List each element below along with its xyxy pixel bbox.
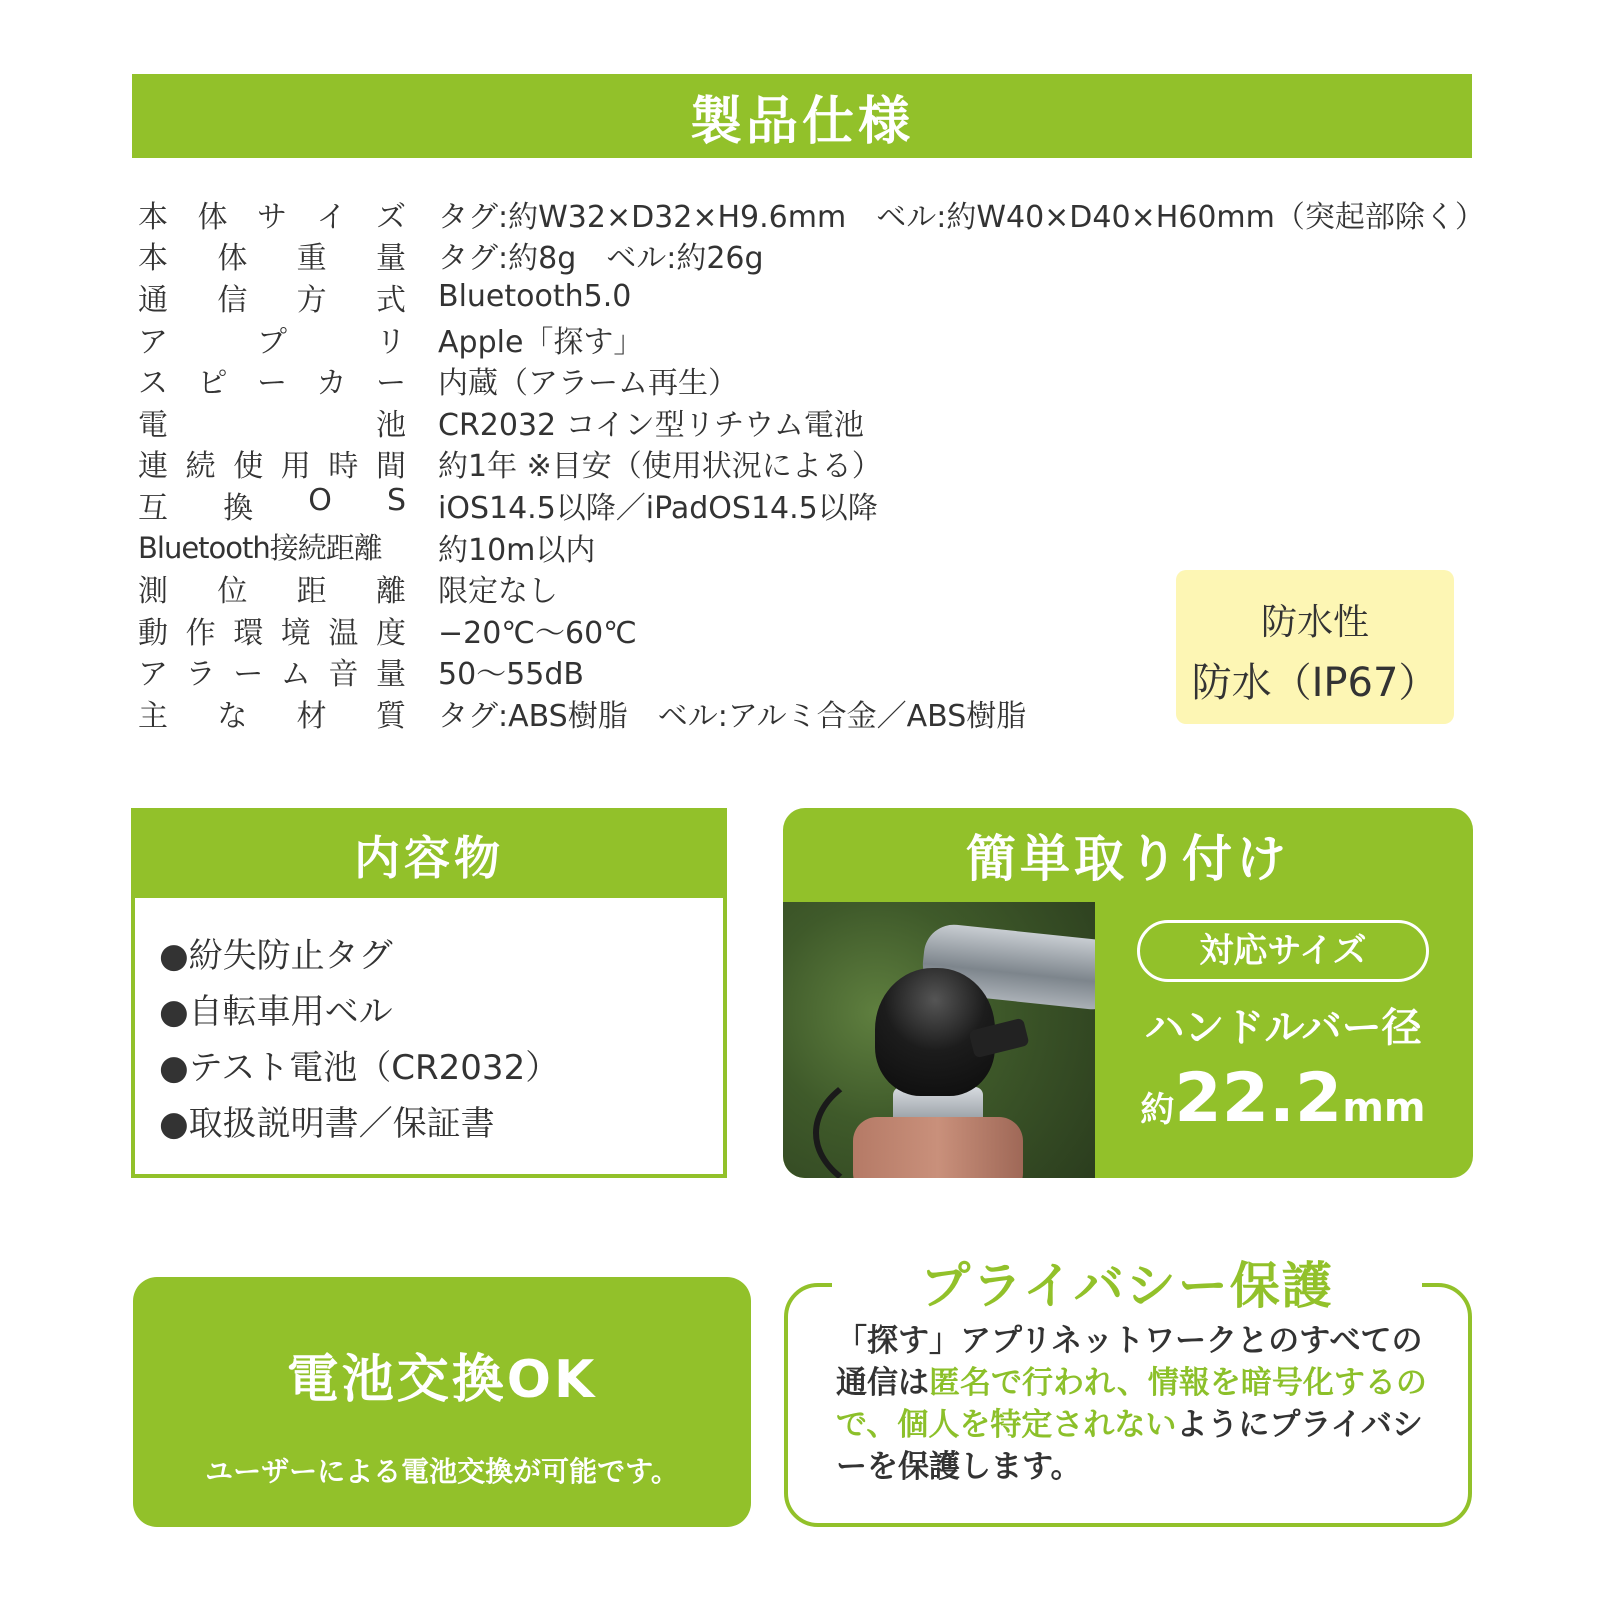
spec-label: ス ピ ー カ ー (138, 366, 406, 402)
spec-label: 測 位 距 離 (138, 574, 406, 610)
spec-row (138, 193, 1485, 235)
spec-label: 本 体 サ イ ズ (138, 199, 406, 235)
spec-label: Bluetooth接続距離 (138, 531, 382, 566)
spec-value: タグ:約W32×D32×H9.6mm ベル:約W40×D40×H60mm（突起部除く） (438, 199, 1485, 235)
spec-row (138, 526, 1485, 568)
battery-title: 電池交換OK (286, 1350, 598, 1410)
contents-panel (131, 808, 727, 1178)
privacy-text-2: ようにプライバシーを保護します。 (836, 1407, 1423, 1485)
spec-value: CR2032 コイン型リチウム電池 (438, 407, 864, 443)
size-value (1113, 1059, 1453, 1138)
privacy-text (836, 1320, 1436, 1488)
spec-label: 通 信 方 式 (138, 282, 406, 318)
waterproof-badge (1176, 570, 1454, 724)
spec-row (138, 484, 1485, 526)
spec-value: iOS14.5以降／iPadOS14.5以降 (438, 490, 878, 526)
privacy-text-1: 「探す」アプリネットワークとのすべての通信は (836, 1323, 1423, 1401)
spec-row (138, 359, 1485, 401)
list-item: ●テスト電池（CR2032） (159, 1048, 560, 1088)
spec-value: タグ:ABS樹脂 ベル:アルミ合金／ABS樹脂 (438, 698, 1027, 734)
spec-label: 主 な 材 質 (138, 698, 406, 734)
spec-row (138, 276, 1485, 318)
bicycle-bell-photo (783, 902, 1095, 1178)
spec-label: 電 池 (138, 407, 406, 443)
spec-row (138, 235, 1485, 277)
mount-panel (783, 808, 1473, 1178)
list-item: ●自転車用ベル (159, 992, 393, 1032)
spec-value: 50〜55dB (438, 657, 584, 693)
waterproof-value: 防水（IP67） (1191, 660, 1439, 706)
spec-value: 限定なし (438, 574, 558, 610)
list-item: ●紛失防止タグ (159, 936, 393, 976)
spec-row (138, 318, 1485, 360)
mount-header: 簡単取り付け (966, 830, 1290, 888)
size-prefix: 約 (1140, 1090, 1175, 1130)
size-label: ハンドルバー径 (1144, 1005, 1422, 1051)
spec-value: Apple「探す」 (438, 324, 644, 360)
waterproof-label: 防水性 (1260, 602, 1369, 643)
privacy-title: プライバシー保護 (832, 1246, 1422, 1318)
spec-value: 内蔵（アラーム再生） (438, 366, 738, 402)
contents-header: 内容物 (135, 812, 723, 898)
size-unit: mm (1342, 1085, 1426, 1131)
size-number: 22.2 (1174, 1059, 1343, 1138)
size-pill: 対応サイズ (1137, 920, 1429, 982)
grip-shape (853, 1117, 1023, 1178)
privacy-text-highlight: 匿名で行われ、情報を暗号化するので、個人を特定されない (836, 1365, 1427, 1443)
size-info (1113, 920, 1453, 1138)
spec-value: 約10m以内 (438, 532, 596, 568)
contents-list (135, 898, 723, 1152)
spec-row (138, 443, 1485, 485)
spec-header: 製品仕様 (132, 74, 1472, 158)
spec-label: 動 作 環 境 温 度 (138, 615, 406, 651)
spec-row (138, 401, 1485, 443)
spec-value: 約1年 ※目安（使用状況による） (438, 449, 882, 485)
spec-label: ア プ リ (138, 324, 406, 360)
battery-desc: ユーザーによる電池交換が可能です。 (205, 1455, 679, 1488)
spec-label: 連 続 使 用 時 間 (138, 449, 406, 485)
spec-label: 本 体 重 量 (138, 241, 406, 277)
spec-label: 互 換 O S (138, 482, 406, 526)
spec-value: Bluetooth5.0 (438, 279, 632, 315)
list-item: ●取扱説明書／保証書 (159, 1104, 495, 1144)
spec-label: ア ラ ー ム 音 量 (138, 657, 406, 693)
battery-panel (133, 1277, 751, 1527)
spec-value: タグ:約8g ベル:約26g (438, 241, 764, 277)
spec-value: −20℃〜60℃ (438, 615, 637, 651)
